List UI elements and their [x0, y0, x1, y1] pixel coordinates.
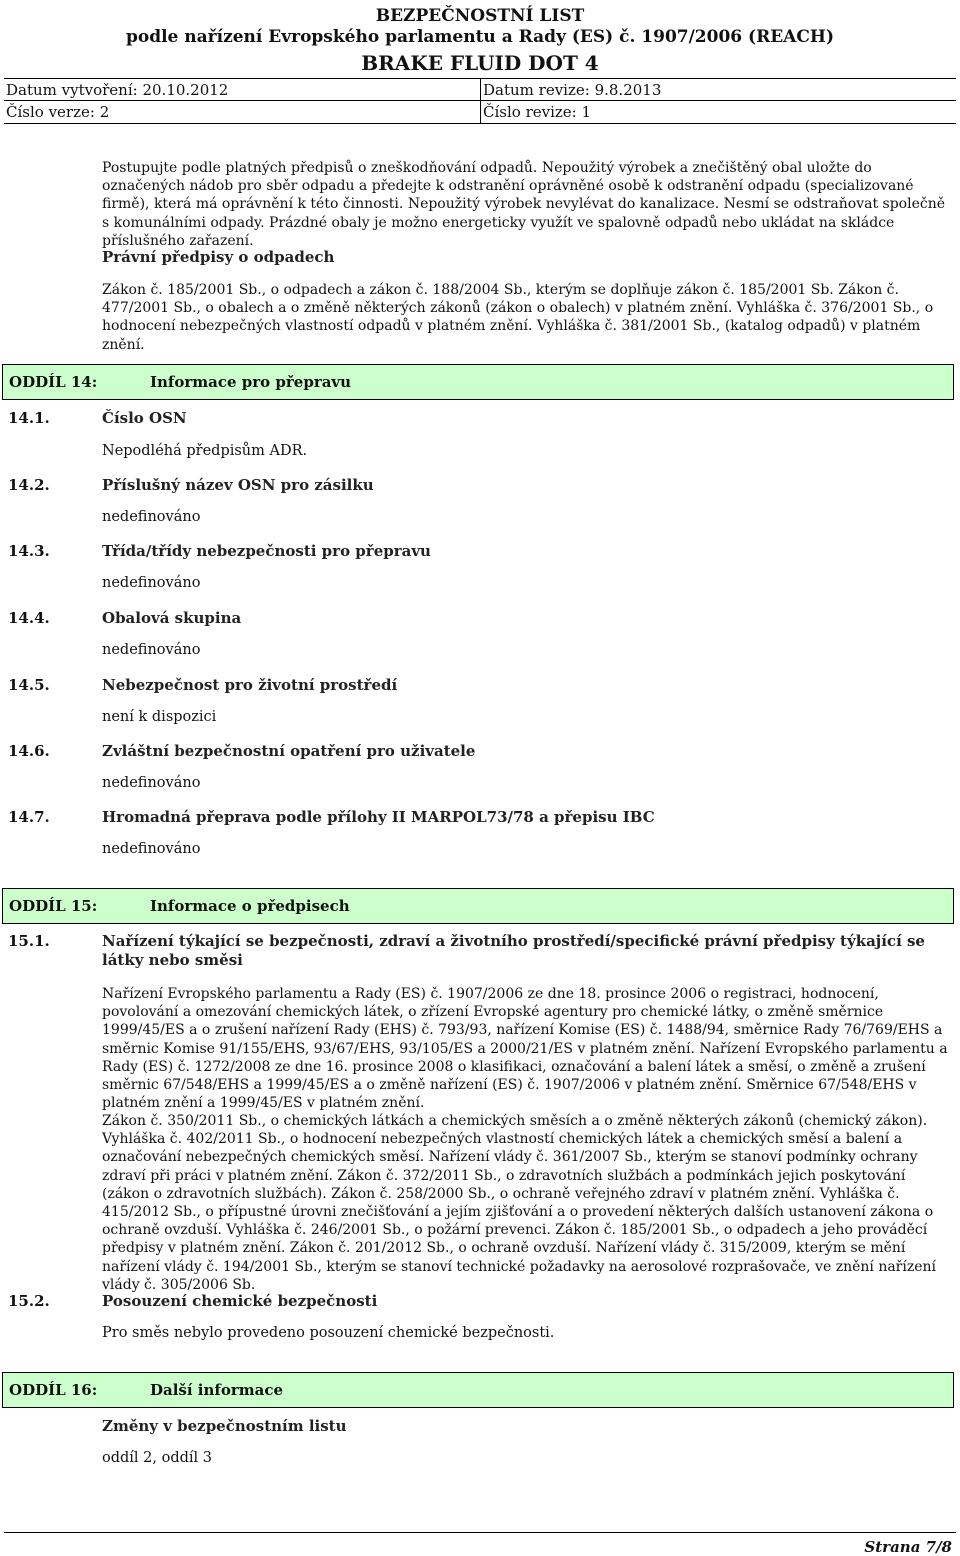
regulations-eu-text: Nařízení Evropského parlamentu a Rady (ES) č. 1907/2006 ze dne 18. prosince 2006 o registraci, hodnocení, povolování a omezování chemických látek, o zřízení Evropské agentury pro chemické látky, o změně směrnice 1999/45/ES a o zrušení nařízení Rady (EHS) č. 793/93, nařízení Komise (ES) č. 1488/94, směrnice Rady 76/769/EHS a směrnic Komise 91/155/EHS, 93/67/EHS, 93/105/ES a 2000/21/ES v platném znění. Nařízení Evropského parlamentu a Rady (ES) č. 1272/2008 ze dne 16. prosince 2008 o klasifikaci, označování a balení látek a směsí, o změně a zrušení směrnic 67/548/EHS a 1999/45/ES a o změně nařízení (ES) č. 1907/2006 v platném znění. Směrnice 67/548/EHS v platném znění a 1999/45/ES v platném znění. — [102, 986, 948, 1112]
section-title: Informace o předpisech — [150, 897, 350, 915]
item-title: Obalová skupina — [102, 609, 242, 627]
section-14-header — [2, 364, 954, 400]
item-number: 14.2. — [8, 476, 50, 494]
regulations-national-text: Zákon č. 350/2011 Sb., o chemických látkách a chemických směsích a o změně některých zákonů (chemický zákon). Vyhláška č. 402/2011 Sb., o hodnocení nebezpečných vlastností chemických látek a chemických směsí a balení a označování nebezpečných chemických směsí. Nařízení vlády č. 361/2007 Sb., kterým se stanoví podmínky ochrany zdraví při práci v platném znění. Zákon č. 372/2011 Sb., o zdravotních službách a podmínkách jejich poskytování (zákon o zdravotních službách). Zákon č. 258/2000 Sb., o ochraně veřejného zdraví v platném znění. Vyhláška č. 415/2012 Sb., o přípustné úrovni znečišťování a jejím zjišťování a o provedení některých dalších ustanovení zákona o ochraně ovzduší. Vyhláška č. 246/2001 Sb., o požární prevenci. Zákon č. 185/2001 Sb., o odpadech a jeho prováděcí předpisy v platném znění. Zákon č. 201/2012 Sb., o ochraně ovzduší. Nařízení vlády č. 315/2009, kterým se mění nařízení vlády č. 194/2001 Sb., kterým se stanoví technické požadavky na aerosolové rozprašovače, ve znění nařízení vlády č. 305/2006 Sb. — [102, 1113, 937, 1293]
document-header — [0, 0, 960, 124]
item-title: Číslo OSN — [102, 409, 187, 427]
item-number: 14.7. — [8, 808, 50, 826]
section-title: Informace pro přepravu — [150, 373, 352, 391]
header-dates-row — [4, 78, 956, 101]
item-value: Pro směs nebylo provedeno posouzení chemické bezpečnosti. — [102, 1325, 555, 1341]
item-number: 14.1. — [8, 409, 50, 427]
revision-date: Datum revize: 9.8.2013 — [483, 81, 662, 99]
section-16-header — [2, 1372, 954, 1408]
item-number: 14.5. — [8, 676, 50, 694]
header-version-row — [4, 100, 956, 124]
waste-legislation-text: Zákon č. 185/2001 Sb., o odpadech a zákon č. 188/2004 Sb., kterým se doplňuje zákon č. 185/2001 Sb. Zákon č. 477/2001 Sb., o obalech a o změně některých zákonů (zákon o obalech) v platném znění. Vyhláška č. 376/2001 Sb., o hodnocení nebezpečných vlastností odpadů v platném znění. Vyhláška č. 381/2001 Sb., (katalog odpadů) v platném znění. — [102, 282, 934, 353]
created-date: Datum vytvoření: 20.10.2012 — [6, 81, 229, 99]
item-value: nedefinováno — [102, 841, 201, 857]
waste-legislation-heading: Právní předpisy o odpadech — [102, 248, 335, 266]
sds-changes-text: oddíl 2, oddíl 3 — [102, 1450, 213, 1466]
revision-number: Číslo revize: 1 — [483, 103, 592, 121]
item-number: 14.6. — [8, 742, 50, 760]
header-divider — [480, 101, 481, 123]
item-number: 14.3. — [8, 542, 50, 560]
item-title: Hromadná přeprava podle přílohy II MARPOL73/78 a přepisu IBC — [102, 808, 655, 826]
item-value: nedefinováno — [102, 775, 201, 791]
section-title: Další informace — [150, 1381, 284, 1399]
item-title: Nařízení týkající se bezpečnosti, zdraví a životního prostředí/specifické právní předpisy týkající se látky nebo směsi — [102, 932, 925, 969]
footer-divider — [4, 1532, 956, 1533]
disposal-text: Postupujte podle platných předpisů o zneškodňování odpadů. Nepoužitý výrobek a znečištěný obal uložte do označených nádob pro sběr odpadu a předejte k odstranění oprávněné osobě k odstranění odpadu (specializované firmě), která má oprávnění k této činnosti. Nepoužitý výrobek nevylévat do kanalizace. Nesmí se odstraňovat společně s komunálními odpady. Prázdné obaly je možno energeticky využít ve spalovně odpadů nebo ukládat na skládce příslušného zařazení. — [102, 160, 946, 249]
item-number: 15.2. — [8, 1292, 50, 1310]
item-number: 15.1. — [8, 932, 50, 950]
section-code: ODDÍL 16: — [9, 1381, 98, 1399]
item-number: 14.4. — [8, 609, 50, 627]
item-value: Nepodléhá předpisům ADR. — [102, 443, 308, 459]
section-code: ODDÍL 14: — [9, 373, 98, 391]
doc-title: BEZPEČNOSTNÍ LIST — [375, 6, 585, 26]
product-name: BRAKE FLUID DOT 4 — [361, 51, 599, 75]
version-number: Číslo verze: 2 — [6, 103, 110, 121]
section-15-header — [2, 888, 954, 924]
item-value: není k dispozici — [102, 709, 217, 725]
item-value: nedefinováno — [102, 509, 201, 525]
doc-subtitle: podle nařízení Evropského parlamentu a Rady (ES) č. 1907/2006 (REACH) — [125, 27, 834, 47]
item-title: Posouzení chemické bezpečnosti — [102, 1292, 378, 1310]
section-code: ODDÍL 15: — [9, 897, 98, 915]
sds-changes-heading: Změny v bezpečnostním listu — [102, 1417, 347, 1435]
item-value: nedefinováno — [102, 575, 201, 591]
item-title: Třída/třídy nebezpečnosti pro přepravu — [102, 542, 431, 560]
item-title: Zvláštní bezpečnostní opatření pro uživatele — [102, 742, 476, 760]
item-title: Nebezpečnost pro životní prostředí — [102, 676, 398, 694]
item-title: Příslušný název OSN pro zásilku — [102, 476, 374, 494]
page-number: Strana 7/8 — [864, 1538, 952, 1556]
item-value: nedefinováno — [102, 642, 201, 658]
header-divider — [480, 79, 481, 101]
